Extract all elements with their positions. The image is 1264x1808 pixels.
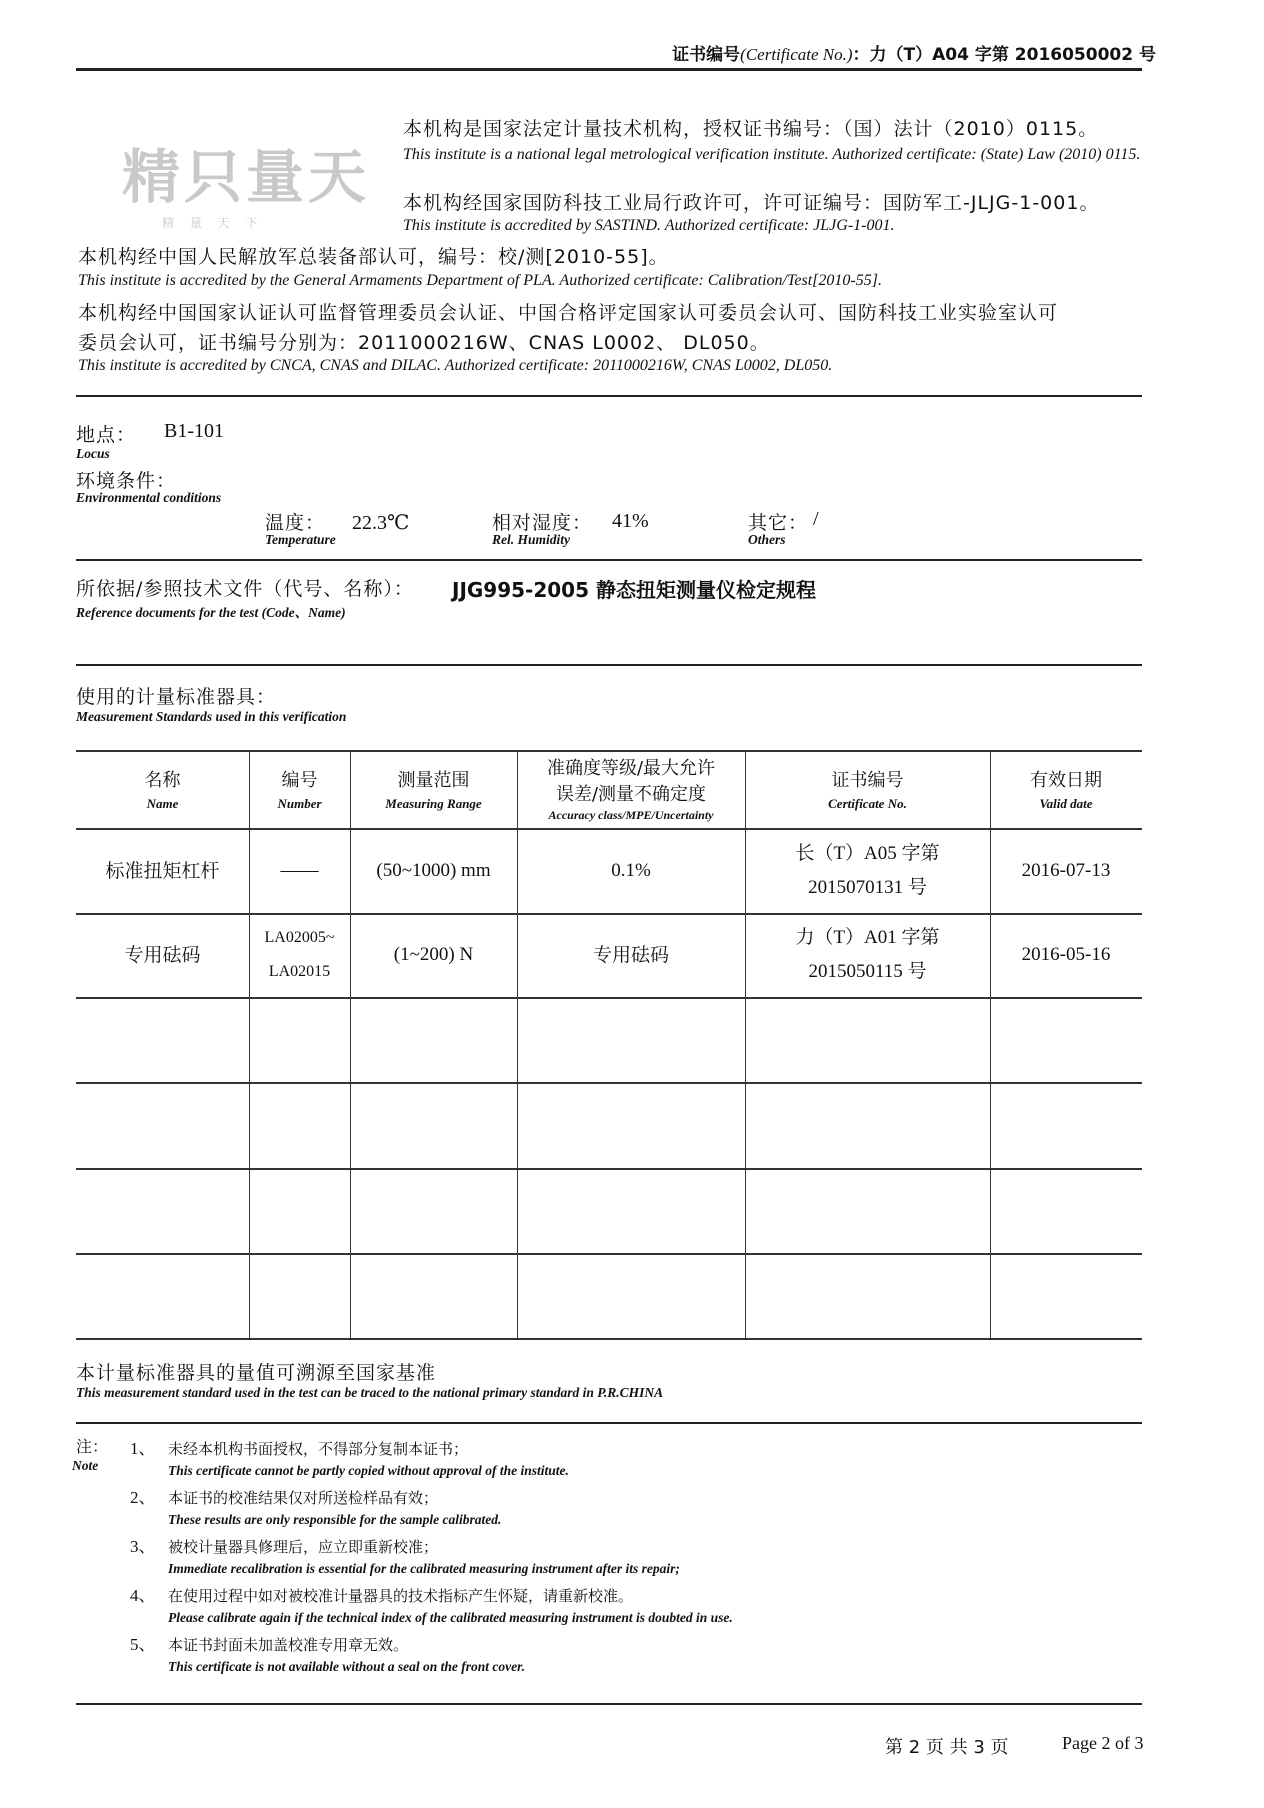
header-zh: 测量范围 (397, 770, 470, 791)
cell-text: —— (280, 859, 319, 881)
intro-4-en: This institute is accredited by CNCA, CNAS and DILAC. Authorized certificate: 2011000216W, CNAS L0002, DL050. (78, 357, 833, 374)
note-zh: 本证书封面未加盖校准专用章无效。 (168, 1636, 409, 1654)
certificate-number (672, 40, 1156, 65)
note-item (130, 1483, 501, 1528)
column-header-valid-date (990, 750, 1142, 828)
intro-3-zh: 本机构经中国人民解放军总装备部认可，编号：校/测[2010-55]。 (78, 246, 669, 268)
header-zh: 准确度等级/最大允许 (546, 757, 716, 779)
certificate-label-zh: 证书编号 (672, 45, 741, 65)
others-value: / (813, 508, 819, 530)
header-zh: 误差/测量不确定度 (555, 783, 707, 805)
header-en: Name (146, 796, 179, 811)
header-en: Valid date (1039, 796, 1093, 811)
cell-certificate (745, 828, 990, 913)
note-zh: 被校计量器具修理后，应立即重新校准； (168, 1538, 439, 1556)
header-en: Accuracy class/MPE/Uncertainty (548, 807, 714, 822)
reference-divider (76, 664, 1142, 666)
cell-certificate (745, 913, 990, 997)
others-label: 其它： (748, 512, 809, 534)
environment-label-en: Environmental conditions (76, 490, 222, 505)
cell-accuracy (517, 913, 745, 997)
reference-label: 所依据/参照技术文件（代号、名称）： (76, 578, 414, 600)
intro-2-zh: 本机构经国家国防科技工业局行政许可，许可证编号：国防军工-JLJG-1-001。 (403, 192, 1100, 214)
note-number: 3、 (130, 1537, 156, 1556)
page-number-zh: 第 2 页 共 3 页 (885, 1737, 1009, 1758)
cell-text: (50~1000) mm (376, 859, 491, 881)
header-en: Measuring Range (385, 796, 482, 811)
standards-label-en: Measurement Standards used in this verification (76, 709, 347, 724)
note-item (130, 1434, 569, 1479)
cell-text: LA02005~ (264, 929, 335, 946)
note-en: This certificate is not available without a seal on the front cover. (168, 1659, 525, 1674)
table-border (76, 1082, 1142, 1084)
certificate-value: ：力（T）A04 字第 2016050002 号 (852, 45, 1156, 65)
note-number: 5、 (130, 1635, 156, 1654)
humidity-label-en: Rel. Humidity (492, 532, 571, 547)
note-item (130, 1581, 733, 1626)
cell-text: 专用砝码 (124, 944, 201, 966)
column-header-range (350, 750, 517, 828)
cell-text: LA02015 (268, 963, 331, 980)
logo-calligraphy: 精只量天 (122, 143, 371, 211)
header-zh: 名称 (144, 770, 181, 791)
cell-text: 标准扭矩杠杆 (105, 859, 220, 882)
table-border (76, 1168, 1142, 1170)
cell-number (249, 913, 350, 997)
cell-text: 力（T）A01 字第 (795, 927, 940, 948)
cell-text: 2016-05-16 (1021, 944, 1111, 965)
note-zh: 在使用过程中如对被校准计量器具的技术指标产生怀疑，请重新校准。 (168, 1587, 634, 1605)
intro-divider (76, 395, 1142, 397)
environment-label: 环境条件： (76, 470, 177, 492)
intro-1-en: This institute is a national legal metrological verification institute. Authorized certificate: (State) Law (2010) 0115. (403, 146, 1141, 163)
humidity-label: 相对湿度： (492, 512, 593, 534)
traceability-divider (76, 1422, 1142, 1424)
humidity-value: 41% (612, 510, 649, 532)
reference-value: JJG995-2005 静态扭矩测量仪检定规程 (452, 578, 816, 602)
reference-label-en: Reference documents for the test (Code、Name) (76, 605, 346, 620)
header-divider (76, 68, 1142, 71)
others-label-en: Others (748, 532, 786, 547)
temperature-label: 温度： (265, 512, 326, 534)
column-header-number (249, 750, 350, 828)
note-en: These results are only responsible for the sample calibrated. (168, 1512, 502, 1527)
header-zh: 有效日期 (1030, 770, 1102, 791)
cell-text: 2015050115 号 (808, 961, 927, 982)
header-zh: 编号 (281, 770, 318, 791)
intro-4-zh: 本机构经中国国家认证认可监督管理委员会认证、中国合格评定国家认可委员会认可、国防科技工业实验室认可 (78, 302, 1059, 324)
cell-text: (1~200) N (393, 944, 474, 965)
intro-4-zh-cont: 委员会认可，证书编号分别为：2011000216W、CNAS L0002、 DL050。 (78, 332, 770, 354)
cell-range (350, 913, 517, 997)
header-en: Number (277, 796, 322, 811)
note-number: 2、 (130, 1488, 156, 1507)
environment-divider (76, 559, 1142, 561)
cell-text: 专用砝码 (592, 944, 669, 966)
cell-accuracy (517, 828, 745, 913)
note-en: This certificate cannot be partly copied without approval of the institute. (168, 1463, 569, 1478)
note-en: Please calibrate again if the technical index of the calibrated measuring instrument is doubted in use. (168, 1610, 733, 1625)
column-header-name (76, 750, 249, 828)
note-item (130, 1532, 680, 1577)
intro-3-en: This institute is accredited by the General Armaments Department of PLA. Authorized certificate: Calibration/Test[2010-55]. (78, 272, 882, 289)
column-header-accuracy (517, 750, 745, 828)
notes-label-en: Note (72, 1458, 99, 1473)
note-number: 1、 (130, 1439, 156, 1458)
notes-divider (76, 1703, 1142, 1705)
intro-1-zh: 本机构是国家法定计量技术机构，授权证书编号：（国）法计（2010）0115。 (403, 118, 1099, 140)
note-zh: 未经本机构书面授权，不得部分复制本证书； (168, 1440, 469, 1458)
intro-2-en: This institute is accredited by SASTIND. Authorized certificate: JLJG-1-001. (403, 217, 895, 234)
locus-label: 地点： (76, 424, 137, 446)
locus-label-en: Locus (76, 446, 110, 461)
cell-valid-date (990, 828, 1142, 913)
page-number-en: Page 2 of 3 (1062, 1733, 1144, 1753)
header-en: Certificate No. (828, 796, 907, 811)
cell-text: 0.1% (611, 859, 651, 881)
certificate-label-en: (Certificate No.) (740, 45, 853, 64)
traceability-en: This measurement standard used in the test can be traced to the national primary standard in P.R.CHINA (76, 1385, 664, 1400)
cell-range (350, 828, 517, 913)
temperature-label-en: Temperature (265, 532, 336, 547)
note-item (130, 1630, 525, 1675)
table-border (76, 1253, 1142, 1255)
table-border (76, 1338, 1142, 1340)
table-border (76, 997, 1142, 999)
temperature-value: 22.3℃ (352, 512, 410, 534)
cell-valid-date (990, 913, 1142, 997)
locus-value: B1-101 (164, 420, 224, 442)
cell-text: 长（T）A05 字第 (795, 842, 940, 864)
cell-name (76, 913, 249, 997)
notes-label-zh: 注： (76, 1437, 109, 1456)
standards-label: 使用的计量标准器具： (76, 686, 277, 708)
traceability-zh: 本计量标准器具的量值可溯源至国家基准 (76, 1362, 437, 1384)
cell-text: 2016-07-13 (1021, 859, 1111, 881)
column-header-certificate (745, 750, 990, 828)
note-number: 4、 (130, 1586, 156, 1605)
note-en: Immediate recalibration is essential for the calibrated measuring instrument after its repair; (168, 1561, 680, 1576)
cell-name (76, 828, 249, 913)
cell-text: 2015070131 号 (808, 876, 927, 898)
header-zh: 证书编号 (831, 770, 904, 791)
note-zh: 本证书的校准结果仅对所送检样品有效； (168, 1489, 439, 1507)
logo-caption: 精 量 天 下 (162, 216, 264, 230)
cell-number (249, 828, 350, 913)
institute-logo (122, 130, 372, 230)
